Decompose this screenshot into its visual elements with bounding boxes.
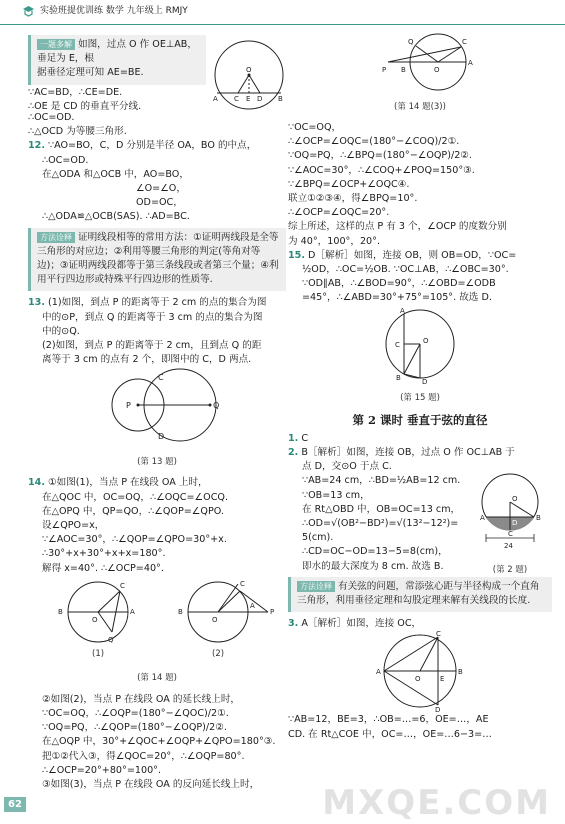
intro-line: ∴△OCD 为等腰三角形.: [28, 126, 127, 138]
method-tip-tag: 方法诠释: [37, 232, 75, 243]
q14-line: ∵OC=OQ，∴∠OQP=(180°−∠QOC)/2①.: [42, 708, 229, 720]
svg-text:D: D: [257, 95, 263, 103]
s2-line: ∵AB=24 cm，∴BD=½AB=12 cm.: [302, 475, 461, 487]
intro-line: ∴OE 是 CD 的垂直平分线.: [28, 100, 142, 112]
q12-line: ∴△ODA≌△OCB(SAS). ∴AD=BC.: [42, 211, 190, 223]
q13-figure: [28, 367, 286, 447]
q14-caption-3: (第 14 题(3)): [394, 101, 446, 112]
multi-solution-box: [28, 35, 206, 85]
svg-text:C: C: [240, 579, 245, 588]
q13-line: 中的⊙P，到点 Q 的距离等于 3 cm 的点的集合为图: [42, 311, 263, 323]
svg-text:O: O: [423, 336, 429, 345]
method-tip-box: [28, 228, 286, 292]
svg-text:D: D: [512, 519, 518, 528]
svg-text:C: C: [234, 95, 239, 103]
q14c-line: ∴∠OCP=∠OQC=(180°−∠COQ)/2①.: [288, 136, 460, 148]
svg-text:E: E: [440, 675, 445, 684]
question-number: 15.: [288, 249, 305, 261]
q12-line: ∴OC=OD.: [42, 154, 89, 166]
svg-text:O: O: [246, 66, 252, 74]
q12-line: ∵AO=BO，C，D 分别是半径 OA，BO 的中点，: [48, 140, 257, 152]
q14-figure-label-1: (1): [92, 648, 105, 659]
q14-line: 设∠QPO=x，: [42, 520, 105, 532]
q14-line: ∵OQ=PQ，∴∠QOP=(180°−∠OQP)/2②.: [42, 722, 227, 734]
s2-line: ∴CD=OC−OD=13−5=8(cm)，: [302, 546, 448, 558]
s3-line: A［解析］如图，连接 OC，: [301, 618, 422, 630]
intro-line: 据垂径定理可知 AE=BE.: [37, 67, 144, 79]
svg-text:O: O: [512, 495, 518, 504]
svg-text:D: D: [158, 432, 165, 442]
q14c-line: ∵OC=OQ，: [288, 122, 342, 133]
svg-text:C: C: [120, 581, 125, 590]
q15-line: D［解析］如图，连接 OB，则 OB=OD，∵OC=: [308, 249, 517, 261]
s3-line: CD. 在 Rt△COE 中，OC=…，OE=…6−3=…: [288, 728, 492, 740]
q14-line: 在△OPQ 中，QP=QO，∴∠QOP=∠QPO.: [42, 505, 224, 517]
svg-text:P: P: [126, 401, 131, 411]
svg-text:B: B: [178, 607, 183, 616]
page-header: [0, 0, 565, 25]
q14-line: ∴∠OCP=20°+80°=100°.: [42, 764, 162, 776]
svg-text:A: A: [376, 668, 381, 677]
svg-text:C: C: [508, 530, 513, 539]
q13-line: (2)如图，到点 P 的距离等于 2 cm，且到点 Q 的距: [42, 340, 262, 352]
q13-line: (1)如图，到点 P 的距离等于 2 cm 的点的集合为图: [48, 297, 267, 309]
s2-line: 点 D，交⊙O 于点 C.: [302, 461, 392, 473]
q14c-line: ∵∠BPQ=∠OCP+∠OQC④.: [288, 178, 410, 190]
question-number: 1.: [288, 432, 299, 444]
question-number: 3.: [288, 618, 299, 630]
svg-text:Q: Q: [108, 635, 114, 644]
q15-line: ∵OD∥AB，∴∠BOD=90°，∴∠OBD=∠ODB: [302, 278, 496, 290]
svg-text:B: B: [396, 373, 401, 382]
q14-line: 在△OQP 中，30°+∠QOC+∠OQP+∠QPO=180°③.: [42, 736, 276, 748]
q15-caption: (第 15 题): [400, 393, 440, 404]
q14-figure-3: [288, 32, 552, 92]
s2-line: 即水的最大深度为 8 cm. 故选 B.: [302, 560, 444, 572]
svg-text:B: B: [401, 66, 406, 74]
intro-line: ∵AC=BD，∴CE=DE.: [28, 86, 123, 98]
s2-width-label: 24: [504, 542, 513, 551]
s1-answer: C: [301, 432, 309, 444]
method-tip-text: 证明线段相等的常用方法：①证明两线段是全等三角形的对应边；②利用等腰三角形的判定(等角对等边)；③证明两线段都等于第三条线段或者第三个量；④利用平行四边形或特殊平行四边形的性质等.: [37, 231, 279, 286]
question-number: 14.: [28, 477, 45, 489]
q12-line: 在△ODA 和△OCB 中，AO=BO，: [42, 168, 189, 180]
svg-text:B: B: [458, 668, 463, 677]
method-tip-text: 有关弦的问题，常添弦心距与半径构成一个直角三角形，利用垂径定理和勾股定理来解有关线段的长度.: [297, 580, 540, 607]
intro-line: ∴OC=OD.: [28, 112, 75, 123]
svg-text:D: D: [435, 706, 441, 714]
question-number: 12.: [28, 140, 45, 152]
s2-caption: (第 2 题): [492, 564, 528, 575]
site-watermark: MXQE.COM: [322, 782, 551, 823]
svg-text:P: P: [270, 607, 275, 616]
s2-line: B［解析］如图，连接 OB，过点 O 作 OC⊥AB 于: [301, 447, 515, 459]
page-number-badge: 62: [4, 797, 26, 812]
svg-text:A: A: [480, 514, 485, 523]
q14-line: 在△QOC 中，OC=OQ，∴∠OQC=∠OCQ.: [42, 491, 228, 503]
q12-line: OD=OC，: [136, 197, 183, 209]
q15-figure: [288, 306, 552, 384]
svg-text:P: P: [382, 66, 387, 74]
q14c-line: ∴∠OCP=∠OQC=20°.: [288, 207, 390, 219]
intro-line: 如图，过点 O 作 OE⊥AB，垂足为 E，根: [37, 39, 197, 65]
svg-text:C: C: [158, 373, 164, 383]
q14c-line: ∵OQ=PQ，∴∠BPQ=(180°−∠OQP)/2②.: [288, 150, 472, 162]
section-title: 第 2 课时 垂直于弦的直径: [352, 412, 488, 427]
q14c-line: ∵∠AOC=30°，∴∠COQ+∠POQ=150°③.: [288, 164, 475, 176]
q12-line: ∠O=∠O，: [136, 183, 186, 195]
s2-block: [288, 460, 552, 574]
q14c-line: 综上所述，这样的点 P 有 3 个，∠OCP 的度数分别: [288, 221, 507, 233]
svg-text:E: E: [246, 95, 251, 103]
s2-figure: [468, 472, 552, 550]
s3-line: ∵AB=12，BE=3，∴OB=…=6，OE=…，AE: [288, 714, 489, 726]
q13-line: 离等于 3 cm 的点有 2 个，即图中的 C，D 两点.: [42, 354, 252, 366]
q13-caption: (第 13 题): [137, 456, 177, 467]
svg-text:O: O: [415, 675, 421, 684]
question-number: 13.: [28, 297, 45, 309]
svg-text:A: A: [130, 607, 135, 616]
book-logo-icon: [22, 5, 35, 18]
q14-line: ③如图(3)，当点 P 在线段 OA 的反向延长线上时，: [42, 779, 260, 791]
q14-figure-label-2: (2): [212, 648, 225, 659]
svg-text:B: B: [58, 607, 63, 616]
s3-figure: [288, 631, 552, 713]
s2-line: ∴OD=√(OB²−BD²)=√(13²−12²)=: [302, 518, 459, 530]
s2-line: ∵OB=13 cm，: [302, 489, 370, 501]
q14-line: ①如图(1)，当点 P 在线段 OA 上时，: [48, 477, 208, 489]
svg-text:A: A: [468, 59, 473, 67]
svg-text:D: D: [422, 377, 428, 384]
left-column: [28, 32, 286, 802]
svg-text:A: A: [400, 306, 405, 315]
svg-text:A: A: [250, 601, 255, 610]
svg-text:O: O: [434, 66, 440, 74]
question-number: 2.: [288, 447, 299, 459]
svg-text:C: C: [462, 38, 467, 46]
svg-text:Q: Q: [213, 401, 220, 411]
svg-text:B: B: [536, 514, 541, 523]
svg-text:A: A: [213, 95, 218, 103]
s2-line: 5(cm).: [302, 532, 334, 544]
intro-circle-figure: [212, 35, 286, 119]
svg-text:O: O: [92, 615, 98, 624]
intro-block: [28, 35, 286, 125]
method-tip-tag: 方法诠释: [297, 581, 335, 592]
q14-figures: [28, 576, 286, 652]
q14c-line: 为 40°，100°，20°.: [288, 235, 380, 247]
multi-solution-tag: 一题多解: [37, 39, 75, 50]
q14-line: ∴30°+x+30°+x+x=180°.: [42, 548, 166, 560]
s2-figure-wrap: [468, 472, 552, 584]
q13-line: 中的⊙Q.: [42, 325, 80, 337]
q15-line: ½OD，∴OC=½OB. ∵OC⊥AB，∴∠OBC=30°.: [302, 264, 509, 276]
q14c-line: 联立①②③④，得∠BPQ=10°.: [288, 193, 418, 205]
q14-line: 解得 x=40°. ∴∠OCP=40°.: [42, 562, 164, 574]
book-title: 实验班提优训练 数学 九年级上 RMJY: [40, 6, 188, 16]
svg-text:C: C: [436, 631, 441, 639]
q15-line: =45°，∴∠ABD=30°+75°=105°. 故选 D.: [302, 292, 492, 304]
q14-caption: (第 14 题): [137, 673, 177, 684]
s2-line: 在 Rt△OBD 中，OB=OC=13 cm，: [302, 503, 461, 515]
q14-line: ②如图(2)，当点 P 在线段 OA 的延长线上时，: [42, 693, 241, 705]
svg-text:Q: Q: [408, 38, 414, 46]
right-column: [288, 32, 552, 802]
svg-text:O: O: [212, 615, 218, 624]
q14-line: 把①②代入③，得∠QOC=20°，∴∠OQP=80°.: [42, 750, 245, 762]
q14-line: ∵∠AOC=30°，∴∠QOP=∠QPO=30°+x.: [42, 534, 227, 546]
svg-text:C: C: [395, 340, 400, 349]
svg-text:B: B: [278, 95, 283, 103]
